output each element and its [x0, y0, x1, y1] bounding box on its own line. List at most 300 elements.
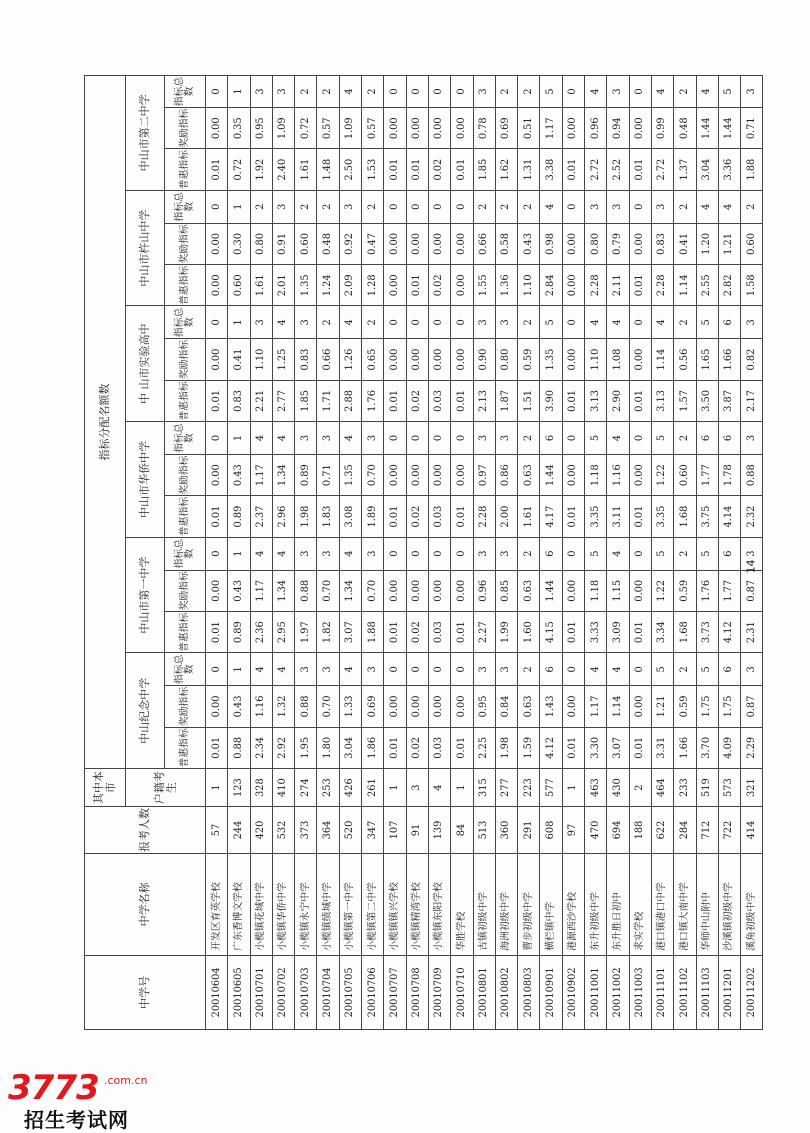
cell-quota-value: 1	[228, 76, 250, 108]
cell-quota-value: 0.35	[228, 108, 250, 149]
cell-quota-value: 0	[428, 537, 450, 570]
cell-quota-value: 1.62	[495, 149, 517, 190]
cell-quota-value: 1.16	[250, 686, 272, 727]
cell-quota-value: 0.41	[674, 223, 696, 264]
cell-quota-value: 0	[629, 76, 651, 108]
cell-quota-value: 0.95	[250, 108, 272, 149]
cell-quota-value: 3	[473, 422, 495, 455]
cell-quota-value: 2.92	[272, 727, 294, 768]
cell-quota-value: 3.13	[651, 380, 673, 421]
cell-quota-value: 1.33	[339, 686, 361, 727]
cell-quota-value: 0.00	[428, 339, 450, 380]
cell-quota-value: 1.97	[295, 612, 317, 653]
cell-quota-value: 0	[406, 653, 428, 686]
header-reward-quota: 奖励指标	[165, 570, 206, 611]
cell-quota-value: 0	[629, 653, 651, 686]
cell-school-id: 20010707	[384, 955, 406, 1029]
cell-quota-value: 3.04	[339, 727, 361, 768]
cell-quota-value: 1.37	[674, 149, 696, 190]
cell-quota-value: 1	[228, 537, 250, 570]
cell-quota-value: 2.50	[339, 149, 361, 190]
cell-quota-value: 1.17	[250, 570, 272, 611]
cell-quota-value: 1.25	[272, 339, 294, 380]
cell-quota-value: 1.44	[696, 108, 718, 149]
cell-school-name: 沙溪镇初级中学	[718, 853, 740, 955]
cell-quota-value: 5	[696, 306, 718, 339]
cell-quota-value: 1.34	[272, 454, 294, 495]
cell-quota-value: 4	[339, 537, 361, 570]
site-watermark	[8, 1068, 188, 1130]
cell-quota-value: 5	[651, 537, 673, 570]
cell-school-id: 20010708	[406, 955, 428, 1029]
cell-quota-value: 0.00	[451, 108, 473, 149]
cell-quota-value: 4.17	[540, 496, 562, 537]
cell-quota-value: 0	[629, 306, 651, 339]
cell-quota-value: 0	[428, 190, 450, 223]
cell-quota-value: 0.97	[473, 454, 495, 495]
cell-applicants: 470	[585, 807, 607, 854]
cell-quota-value: 0.71	[741, 108, 763, 149]
cell-quota-value: 0	[406, 537, 428, 570]
cell-quota-value: 0	[206, 306, 228, 339]
cell-quota-value: 4	[272, 422, 294, 455]
cell-quota-value: 0.00	[451, 223, 473, 264]
cell-quota-value: 0.00	[206, 108, 228, 149]
cell-quota-value: 1.99	[495, 612, 517, 653]
cell-quota-value: 0	[451, 190, 473, 223]
cell-quota-value: 6	[696, 422, 718, 455]
cell-school-id: 20011001	[585, 955, 607, 1029]
cell-local-students: 233	[674, 769, 696, 807]
header-school-name: 中学名称	[85, 853, 206, 955]
cell-applicants: 608	[540, 807, 562, 854]
cell-school-id: 20010802	[495, 955, 517, 1029]
cell-quota-value: 0.00	[206, 339, 228, 380]
cell-quota-value: 0	[428, 306, 450, 339]
cell-applicants: 97	[562, 807, 584, 854]
cell-quota-value: 1.59	[518, 727, 540, 768]
cell-local-students: 573	[718, 769, 740, 807]
cell-quota-value: 0.00	[428, 686, 450, 727]
table-row	[696, 76, 718, 1030]
cell-quota-value: 4	[607, 653, 629, 686]
cell-quota-value: 1.22	[651, 454, 673, 495]
cell-quota-value: 0.01	[384, 496, 406, 537]
cell-quota-value: 1.68	[674, 612, 696, 653]
cell-quota-value: 0.00	[562, 265, 584, 306]
cell-school-name: 开发区育英学校	[206, 853, 228, 955]
cell-quota-value: 0.03	[428, 496, 450, 537]
cell-school-id: 20010901	[540, 955, 562, 1029]
cell-quota-value: 0.01	[406, 149, 428, 190]
cell-quota-value: 0.00	[562, 108, 584, 149]
cell-quota-value: 1.78	[718, 454, 740, 495]
table-row	[272, 76, 294, 1030]
cell-quota-value: 0.01	[451, 612, 473, 653]
cell-quota-value: 3	[607, 76, 629, 108]
cell-quota-value: 0.01	[206, 727, 228, 768]
cell-quota-value: 3	[473, 537, 495, 570]
cell-local-students: 426	[339, 769, 361, 807]
cell-quota-value: 0.56	[674, 339, 696, 380]
cell-school-name: 小榄镇第二中学	[362, 853, 384, 955]
header-school-id: 中学号	[85, 955, 206, 1029]
cell-quota-value: 1.51	[518, 380, 540, 421]
cell-quota-value: 2.72	[651, 149, 673, 190]
cell-quota-value: 0.01	[451, 727, 473, 768]
cell-quota-value: 0	[451, 537, 473, 570]
cell-quota-value: 1.48	[317, 149, 339, 190]
cell-school-name: 小榄镇永宁中学	[295, 853, 317, 955]
cell-quota-value: 1.85	[473, 149, 495, 190]
cell-school-id: 20010801	[473, 955, 495, 1029]
cell-quota-value: 0.43	[228, 686, 250, 727]
header-applicants: 报考人数	[85, 807, 206, 854]
cell-quota-value: 0.00	[562, 223, 584, 264]
cell-quota-value: 0.00	[629, 454, 651, 495]
cell-quota-value: 0.00	[206, 454, 228, 495]
cell-quota-value: 2.84	[540, 265, 562, 306]
cell-quota-value: 0.59	[674, 570, 696, 611]
cell-quota-value: 1.85	[295, 380, 317, 421]
cell-quota-value: 5	[651, 653, 673, 686]
cell-quota-value: 2.77	[272, 380, 294, 421]
cell-quota-value: 1.16	[607, 454, 629, 495]
cell-quota-value: 4	[540, 190, 562, 223]
cell-quota-value: 1.83	[317, 496, 339, 537]
cell-quota-value: 0.00	[384, 223, 406, 264]
cell-local-students: 577	[540, 769, 562, 807]
cell-quota-value: 2	[295, 76, 317, 108]
cell-quota-value: 4.14	[718, 496, 740, 537]
cell-quota-value: 4.12	[540, 727, 562, 768]
cell-quota-value: 0.01	[629, 727, 651, 768]
cell-quota-value: 0.01	[384, 149, 406, 190]
cell-school-name: 小榄镇东阳学校	[428, 853, 450, 955]
cell-quota-value: 2.09	[339, 265, 361, 306]
cell-quota-value: 2	[741, 190, 763, 223]
cell-quota-value: 2.28	[585, 265, 607, 306]
cell-quota-value: 2	[317, 76, 339, 108]
cell-quota-value: 0	[384, 306, 406, 339]
header-school-1: 中山市第一中学	[126, 537, 165, 653]
cell-quota-value: 1.75	[718, 686, 740, 727]
cell-quota-value: 1.10	[250, 339, 272, 380]
header-school-0: 中山纪念中学	[126, 653, 165, 769]
cell-local-students: 430	[607, 769, 629, 807]
cell-quota-value: 1.98	[295, 496, 317, 537]
cell-school-id: 20010706	[362, 955, 384, 1029]
cell-quota-value: 1.77	[696, 454, 718, 495]
cell-quota-value: 0.66	[473, 223, 495, 264]
cell-quota-value: 0	[384, 653, 406, 686]
header-total-quota: 指标总数	[165, 306, 206, 339]
cell-quota-value: 1.88	[362, 612, 384, 653]
cell-quota-value: 2.52	[607, 149, 629, 190]
cell-quota-value: 4.09	[718, 727, 740, 768]
cell-quota-value: 0.00	[428, 570, 450, 611]
cell-quota-value: 0.01	[406, 265, 428, 306]
cell-quota-value: 2	[495, 190, 517, 223]
cell-local-students: 4	[428, 769, 450, 807]
cell-quota-value: 3	[362, 537, 384, 570]
cell-applicants: 347	[362, 807, 384, 854]
cell-quota-value: 4	[607, 537, 629, 570]
cell-quota-value: 2	[473, 190, 495, 223]
cell-quota-value: 0.00	[406, 454, 428, 495]
cell-quota-value: 0	[384, 537, 406, 570]
cell-quota-value: 1.61	[295, 149, 317, 190]
cell-quota-value: 0.88	[228, 727, 250, 768]
cell-quota-value: 1.34	[339, 570, 361, 611]
cell-quota-value: 3.35	[651, 496, 673, 537]
cell-quota-value: 3	[473, 76, 495, 108]
cell-quota-value: 2.21	[250, 380, 272, 421]
table-row	[607, 76, 629, 1030]
cell-quota-value: 6	[718, 537, 740, 570]
cell-quota-value: 3.09	[607, 612, 629, 653]
cell-quota-value: 0	[451, 76, 473, 108]
cell-quota-value: 4	[250, 422, 272, 455]
cell-quota-value: 1.44	[718, 108, 740, 149]
cell-applicants: 57	[206, 807, 228, 854]
table-row	[585, 76, 607, 1030]
cell-quota-value: 0.00	[428, 454, 450, 495]
cell-quota-value: 0.41	[228, 339, 250, 380]
header-normal-quota: 普惠指标	[165, 612, 206, 653]
cell-quota-value: 1.95	[295, 727, 317, 768]
cell-quota-value: 0	[451, 306, 473, 339]
cell-quota-value: 1.88	[741, 149, 763, 190]
cell-applicants: 139	[428, 807, 450, 854]
cell-quota-value: 2	[317, 190, 339, 223]
cell-quota-value: 2	[518, 76, 540, 108]
cell-quota-value: 0.00	[428, 108, 450, 149]
cell-quota-value: 0.65	[362, 339, 384, 380]
cell-quota-value: 0.02	[406, 496, 428, 537]
cell-quota-value: 1.55	[473, 265, 495, 306]
cell-school-name: 溪角初级中学	[741, 853, 763, 955]
cell-applicants: 364	[317, 807, 339, 854]
cell-local-students: 463	[585, 769, 607, 807]
cell-quota-value: 3.36	[718, 149, 740, 190]
cell-quota-value: 0.01	[206, 380, 228, 421]
cell-quota-value: 2	[674, 306, 696, 339]
cell-school-id: 20010709	[428, 955, 450, 1029]
cell-school-name: 华师中山附中	[696, 853, 718, 955]
cell-quota-value: 1.44	[540, 570, 562, 611]
cell-quota-value: 0	[406, 76, 428, 108]
cell-quota-value: 0	[562, 653, 584, 686]
header-total-quota: 指标总数	[165, 653, 206, 686]
cell-quota-value: 0.01	[384, 612, 406, 653]
cell-quota-value: 2.90	[607, 380, 629, 421]
cell-quota-value: 0.01	[562, 727, 584, 768]
cell-applicants: 694	[607, 807, 629, 854]
cell-quota-value: 0.02	[428, 149, 450, 190]
cell-quota-value: 0.00	[562, 339, 584, 380]
cell-quota-value: 2.00	[495, 496, 517, 537]
cell-applicants: 84	[451, 807, 473, 854]
cell-quota-value: 0.00	[562, 454, 584, 495]
cell-quota-value: 2.88	[339, 380, 361, 421]
header-local-students: 户籍考生	[126, 769, 206, 807]
cell-quota-value: 1.10	[585, 339, 607, 380]
cell-quota-value: 1.17	[250, 454, 272, 495]
cell-quota-value: 0.00	[451, 339, 473, 380]
cell-quota-value: 2	[362, 306, 384, 339]
cell-quota-value: 2	[674, 537, 696, 570]
cell-quota-value: 1.21	[651, 686, 673, 727]
cell-applicants: 244	[228, 807, 250, 854]
cell-quota-value: 3.04	[696, 149, 718, 190]
cell-quota-value: 3.50	[696, 380, 718, 421]
cell-quota-value: 2.25	[473, 727, 495, 768]
cell-quota-value: 2.82	[718, 265, 740, 306]
cell-quota-value: 1.36	[495, 265, 517, 306]
table-row	[384, 76, 406, 1030]
cell-quota-value: 6	[718, 422, 740, 455]
cell-quota-value: 2	[495, 76, 517, 108]
cell-school-id: 20011201	[718, 955, 740, 1029]
table-row	[339, 76, 361, 1030]
cell-quota-value: 3	[362, 422, 384, 455]
cell-quota-value: 0.43	[518, 223, 540, 264]
cell-quota-value: 0.60	[741, 223, 763, 264]
cell-quota-value: 6	[718, 306, 740, 339]
cell-school-name: 小榄镇第一中学	[339, 853, 361, 955]
cell-applicants: 284	[674, 807, 696, 854]
cell-school-id: 20010703	[295, 955, 317, 1029]
cell-quota-value: 0	[206, 190, 228, 223]
cell-quota-value: 0.00	[206, 686, 228, 727]
cell-quota-value: 3	[317, 653, 339, 686]
cell-quota-value: 0	[428, 76, 450, 108]
cell-quota-value: 1.61	[250, 265, 272, 306]
table-row	[741, 76, 763, 1030]
cell-quota-value: 3	[250, 306, 272, 339]
cell-quota-value: 0.83	[228, 380, 250, 421]
table-row	[406, 76, 428, 1030]
cell-school-id: 20011103	[696, 955, 718, 1029]
cell-quota-value: 4	[272, 653, 294, 686]
cell-quota-value: 0.02	[406, 612, 428, 653]
cell-quota-value: 3	[272, 190, 294, 223]
cell-quota-value: 1.66	[674, 727, 696, 768]
cell-quota-value: 1	[228, 190, 250, 223]
header-total-quota: 指标总数	[165, 190, 206, 223]
cell-quota-value: 0.69	[495, 108, 517, 149]
cell-quota-value: 0.01	[451, 496, 473, 537]
watermark-domain: .com.cn	[104, 1074, 148, 1087]
cell-school-name: 古镇初级中学	[473, 853, 495, 955]
cell-quota-value: 0.48	[317, 223, 339, 264]
cell-quota-value: 4	[585, 76, 607, 108]
cell-local-students: 519	[696, 769, 718, 807]
cell-school-id: 20010710	[451, 955, 473, 1029]
quota-allocation-table	[84, 75, 763, 1030]
header-total-quota: 指标总数	[165, 76, 206, 108]
cell-quota-value: 3	[741, 422, 763, 455]
cell-quota-value: 0.69	[362, 686, 384, 727]
cell-school-id: 20010902	[562, 955, 584, 1029]
cell-quota-value: 0.71	[317, 454, 339, 495]
cell-quota-value: 2	[295, 190, 317, 223]
cell-quota-value: 0	[562, 190, 584, 223]
cell-quota-value: 0	[406, 190, 428, 223]
cell-quota-value: 1.17	[540, 108, 562, 149]
cell-quota-value: 3	[295, 306, 317, 339]
cell-local-students: 223	[518, 769, 540, 807]
cell-quota-value: 5	[585, 422, 607, 455]
cell-quota-value: 1.17	[585, 686, 607, 727]
cell-quota-value: 0.00	[206, 265, 228, 306]
cell-quota-value: 0.00	[629, 686, 651, 727]
cell-quota-value: 2	[518, 306, 540, 339]
cell-quota-value: 0.70	[317, 570, 339, 611]
cell-school-id: 20010604	[206, 955, 228, 1029]
cell-quota-value: 1.76	[362, 380, 384, 421]
cell-quota-value: 4	[272, 537, 294, 570]
table-row	[540, 76, 562, 1030]
cell-quota-value: 0.47	[362, 223, 384, 264]
table-row	[674, 76, 696, 1030]
header-school-2: 中山市华侨中学	[126, 422, 165, 538]
cell-local-students: 123	[228, 769, 250, 807]
cell-quota-value: 2	[674, 422, 696, 455]
cell-school-id: 20010705	[339, 955, 361, 1029]
cell-quota-value: 1.89	[362, 496, 384, 537]
cell-quota-value: 2.37	[250, 496, 272, 537]
cell-quota-value: 0.01	[562, 496, 584, 537]
cell-applicants: 722	[718, 807, 740, 854]
cell-quota-value: 0.83	[295, 339, 317, 380]
cell-quota-value: 4	[696, 76, 718, 108]
cell-school-id: 20010701	[250, 955, 272, 1029]
cell-school-id: 20011002	[607, 955, 629, 1029]
cell-quota-value: 4.12	[718, 612, 740, 653]
cell-quota-value: 0.88	[741, 454, 763, 495]
cell-quota-value: 3.11	[607, 496, 629, 537]
table-row	[518, 76, 540, 1030]
table-row	[562, 76, 584, 1030]
cell-quota-value: 4	[607, 422, 629, 455]
cell-quota-value: 1	[228, 306, 250, 339]
cell-quota-value: 3.33	[585, 612, 607, 653]
cell-quota-value: 2.31	[741, 612, 763, 653]
cell-quota-value: 0.83	[651, 223, 673, 264]
cell-quota-value: 0.59	[674, 686, 696, 727]
cell-quota-value: 0	[562, 422, 584, 455]
cell-quota-value: 0.88	[295, 686, 317, 727]
cell-school-name: 小榄镇绩城中学	[317, 853, 339, 955]
cell-quota-value: 0.00	[384, 265, 406, 306]
cell-quota-value: 0.01	[206, 149, 228, 190]
cell-local-students: 277	[495, 769, 517, 807]
cell-quota-value: 0.01	[562, 380, 584, 421]
cell-school-id: 20011003	[629, 955, 651, 1029]
cell-quota-value: 1.77	[718, 570, 740, 611]
cell-quota-value: 0.01	[384, 380, 406, 421]
cell-quota-value: 3	[495, 422, 517, 455]
cell-quota-value: 0.78	[473, 108, 495, 149]
table-row	[428, 76, 450, 1030]
cell-local-students: 1	[451, 769, 473, 807]
cell-school-name: 东升胜日初中	[607, 853, 629, 955]
cell-quota-value: 0.00	[384, 108, 406, 149]
cell-quota-value: 0.82	[741, 339, 763, 380]
cell-quota-value: 0.79	[607, 223, 629, 264]
